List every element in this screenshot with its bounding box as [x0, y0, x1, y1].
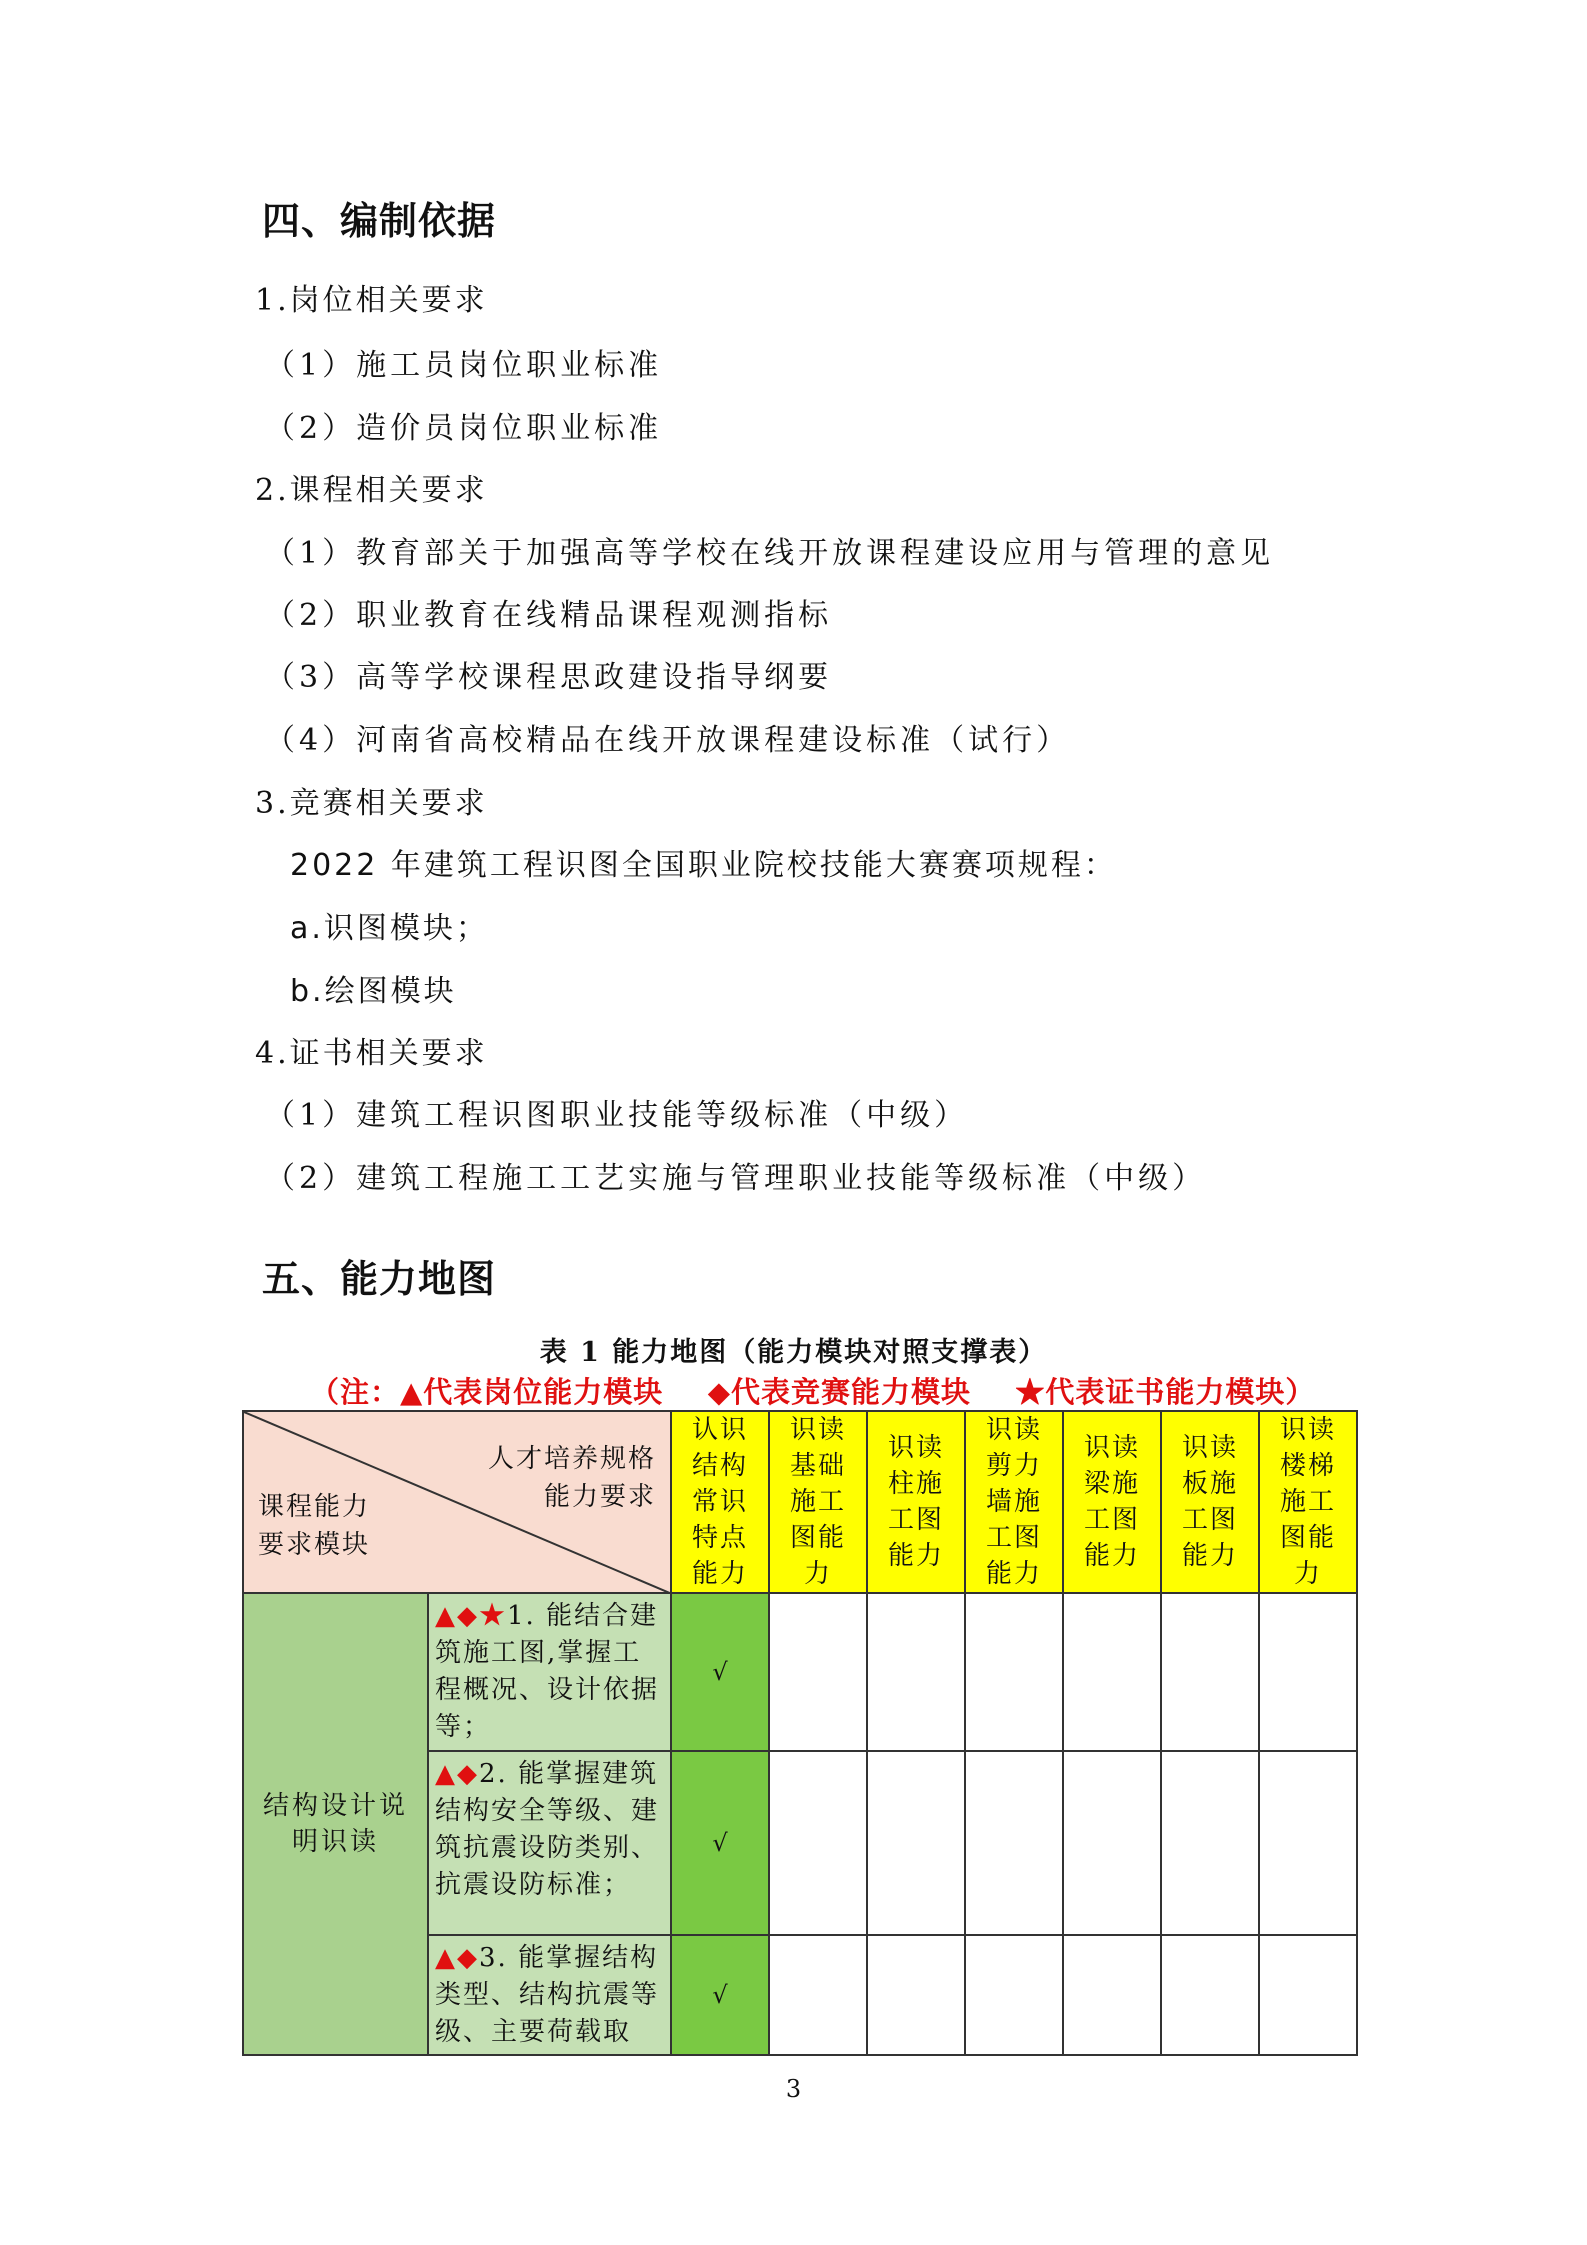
empty-cell [1063, 1935, 1161, 2055]
header-corner-cell [243, 1411, 671, 1593]
table-header-row [243, 1411, 1357, 1593]
empty-cell [769, 1935, 867, 2055]
sub1-item-1: （1）施工员岗位职业标准 [265, 348, 663, 383]
sub2-item-3: （3）高等学校课程思政建设指导纲要 [265, 660, 833, 695]
col-header-4: 识读 剪力 墙施 工图 能力 [965, 1411, 1063, 1593]
empty-cell [1161, 1751, 1259, 1935]
sub1-title: 1.岗位相关要求 [255, 283, 488, 318]
empty-cell [867, 1935, 965, 2055]
requirement-cell-3 [428, 1935, 671, 2055]
empty-cell [1063, 1593, 1161, 1751]
sub3-item-3: b.绘图模块 [290, 974, 457, 1009]
marks-3: ▲◆ [435, 1943, 479, 1973]
requirement-cell-1 [428, 1593, 671, 1751]
module-cell: 结构设计说 明识读 [243, 1593, 428, 2055]
marks-1: ▲◆★ [435, 1601, 507, 1631]
marks-2: ▲◆ [435, 1759, 479, 1789]
sub2-item-2: （2）职业教育在线精品课程观测指标 [265, 598, 833, 633]
empty-cell [965, 1935, 1063, 2055]
empty-cell [769, 1593, 867, 1751]
empty-cell [1161, 1593, 1259, 1751]
col-header-7: 识读 楼梯 施工 图能 力 [1259, 1411, 1357, 1593]
check-cell-3: √ [671, 1935, 769, 2055]
table-note: （注：▲代表岗位能力模块 ◆代表竞赛能力模块 ★代表证书能力模块） [310, 1375, 1316, 1409]
check-cell-2: √ [671, 1751, 769, 1935]
section4-title: 四、编制依据 [262, 199, 497, 243]
empty-cell [1259, 1751, 1357, 1935]
empty-cell [965, 1593, 1063, 1751]
sub3-item-1: 2022 年建筑工程识图全国职业院校技能大赛赛项规程： [290, 848, 1117, 883]
sub1-item-2: （2）造价员岗位职业标准 [265, 411, 663, 446]
empty-cell [867, 1751, 965, 1935]
table-caption: 表 1 能力地图（能力模块对照支撑表） [539, 1337, 1048, 1368]
ability-map-table [242, 1410, 1358, 2056]
col-header-6: 识读 板施 工图 能力 [1161, 1411, 1259, 1593]
empty-cell [1259, 1935, 1357, 2055]
sub4-item-2: （2）建筑工程施工工艺实施与管理职业技能等级标准（中级） [265, 1161, 1207, 1196]
empty-cell [1063, 1751, 1161, 1935]
section5-title: 五、能力地图 [262, 1257, 497, 1301]
sub2-item-4: （4）河南省高校精品在线开放课程建设标准（试行） [265, 723, 1071, 758]
sub4-title: 4.证书相关要求 [255, 1036, 488, 1071]
sub4-item-1: （1）建筑工程识图职业技能等级标准（中级） [265, 1098, 969, 1133]
empty-cell [1259, 1593, 1357, 1751]
page-number: 3 [785, 2075, 802, 2103]
empty-cell [867, 1593, 965, 1751]
col-header-1: 认识 结构 常识 特点 能力 [671, 1411, 769, 1593]
corner-top-label: 人才培养规格 能力要求 [487, 1444, 656, 1512]
sub2-title: 2.课程相关要求 [255, 473, 488, 508]
req-text-2: 2. 能掌握建筑结构安全等级、建筑抗震设防类别、抗震设防标准； [435, 1759, 660, 1900]
sub3-title: 3.竞赛相关要求 [255, 786, 488, 821]
corner-bottom-label: 课程能力 要求模块 [258, 1492, 371, 1560]
check-cell-1: √ [671, 1593, 769, 1751]
col-header-5: 识读 梁施 工图 能力 [1063, 1411, 1161, 1593]
sub2-item-1: （1）教育部关于加强高等学校在线开放课程建设应用与管理的意见 [265, 536, 1275, 571]
req-text-3: 3. 能掌握结构类型、结构抗震等级、主要荷载取 [435, 1943, 660, 2047]
empty-cell [965, 1751, 1063, 1935]
requirement-cell-2 [428, 1751, 671, 1935]
col-header-3: 识读 柱施 工图 能力 [867, 1411, 965, 1593]
sub3-item-2: a.识图模块； [290, 911, 489, 946]
empty-cell [1161, 1935, 1259, 2055]
table-row [243, 1593, 1357, 1751]
empty-cell [769, 1751, 867, 1935]
col-header-2: 识读 基础 施工 图能 力 [769, 1411, 867, 1593]
req-text-1: 1. 能结合建筑施工图,掌握工程概况、设计依据等； [435, 1601, 660, 1742]
